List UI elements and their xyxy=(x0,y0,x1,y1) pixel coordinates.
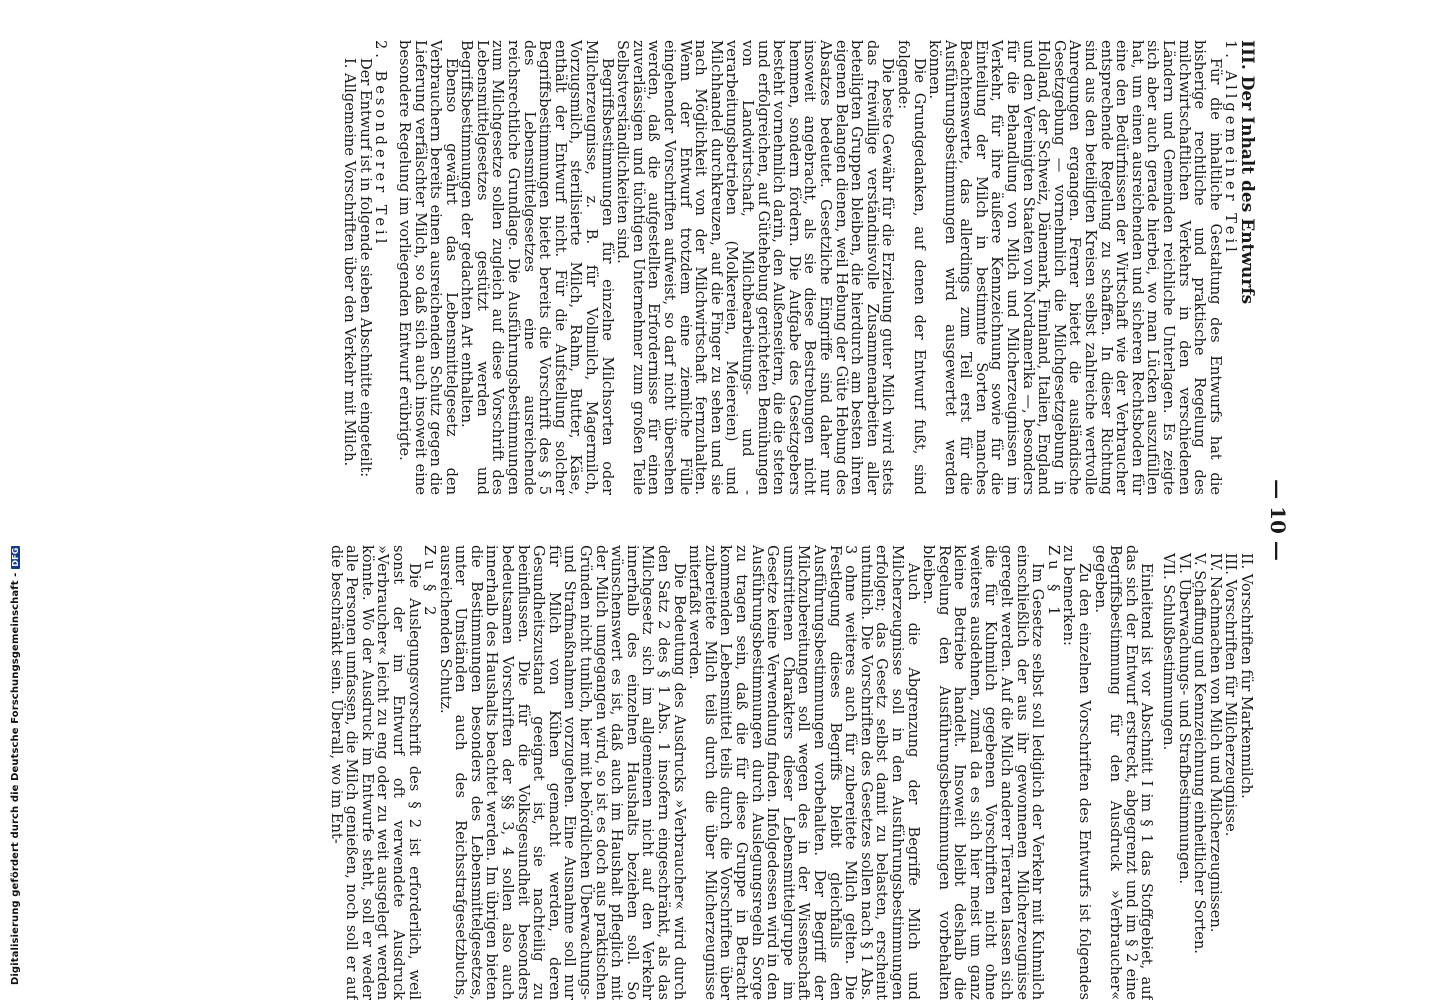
paragraph: Die Auslegungsvorschrift des § 2 ist erforderlich, weil sonst der im Entwurf oft verwendete Ausdruck »Verbraucher« leicht zu eng oder zu weit ausgelegt werden könnte. Wo der Ausdruck im Entwurfe steht, soll er weder alle Personen umfassen, die Milch genießen, noch soll er auf die beschränkt sein. Überall, wo im Ent- xyxy=(327,545,423,1000)
digitization-credit xyxy=(10,546,21,985)
digitization-credit-strip xyxy=(0,0,20,1000)
dfg-logo: DFG xyxy=(11,547,20,567)
paragraph: Begriffsbestimmungen für einzelne Milchsorten oder Milcherzeugnisse, z. B. für Vollmilch, Magermilch, Vorzugsmilch, sterilisierte Milch, Rahm, Butter, Käse, enthält der Entwurf nicht. Für die Aufstellung solcher Begriffsbestimmungen bietet bereits die Vorschrift des § 5 des Lebensmittelgesetzes eine ausreichende reichsrechtliche Grundlage. Die Ausführungsbestimmungen zum Milchgesetze sollen zugleich auf diese Vorschrift des Lebensmittelgesetzes gestützt werden und Begriffsbestimmungen der gedachten Art enthalten. xyxy=(458,40,616,495)
list-item: VII. Schlußbestimmungen. xyxy=(1160,553,1178,751)
left-column xyxy=(341,40,1257,495)
list-item: V. Schaffung und Kennzeichnung einheitlicher Sorten. xyxy=(1191,553,1209,954)
credit-text: Digitalisierung gefördert durch die Deutsche Forschungsgemeinschaft - xyxy=(10,572,21,985)
list-item: IV. Nachmachen von Milch und Milcherzeugnissen. xyxy=(1206,553,1224,933)
paragraph: Ebenso gewährt das Lebensmittelgesetz den Verbrauchern bereits einen ausreichenden Schutz gegen die Lieferung verfälschter Milch, so daß sich auch insoweit eine besondere Regelung im vorliegenden Entwurf erübrigte. xyxy=(395,40,460,495)
heading-zu-1: Zu § 1 xyxy=(1044,545,1062,621)
paragraph: Die Grundgedanken, auf denen der Entwurf fußt, sind folgende: xyxy=(894,40,928,495)
list-item: III. Vorschriften für Milcherzeugnisse. xyxy=(1222,553,1240,837)
heading-zu-2: Zu § 2 xyxy=(421,545,439,621)
subhead-special-part: 2. Besonderer Teil xyxy=(372,40,390,248)
paragraph: I. Allgemeine Vorschriften über den Verkehr mit Milch. xyxy=(341,58,359,467)
rotated-document-page xyxy=(30,40,1290,1000)
paragraph: Auch die Abgrenzung der Begriffe Milch und Milcherzeugnisse soll in den Ausführungsbestimmungen erfolgen; das Gesetz selbst damit zu belasten, erscheint untunlich. Die Vorschriften des Gesetzes sollen nach § 1 Abs. 3 ohne weiteres auch für zubereitete Milch gelten. Die Festlegung dieses Begriffs bleibt gleichfalls den Ausführungsbestimmungen vorbehalten. Der Begriff der Milchzubereitungen soll wegen des in der Wissenschaft umstrittenen Charakters dieser Lebensmittelgruppe im Gesetze keine Verwendung finden. Infolgedessen wird in den Ausführungsbestimmungen durch Auslegungsregeln Sorge zu tragen sein, daß die für diese Gruppe in Betracht kommenden Lebensmittel teils durch die Vorschriften über zubereitete Milch teils durch die über Milcherzeugnisse miterfaßt werden. xyxy=(686,545,922,1000)
paragraph: Zu den einzelnen Vorschriften des Entwurfs ist folgendes zu bemerken: xyxy=(1060,545,1094,1000)
list-item: VI. Überwachungs- und Strafbestimmungen. xyxy=(1175,553,1193,885)
right-column xyxy=(328,545,1254,1000)
section-title: III. Der Inhalt des Entwurfs xyxy=(1237,40,1257,305)
paragraph: Der Entwurf ist in folgende sieben Abschnitte eingeteilt: xyxy=(356,58,374,478)
paragraph: Im Gesetze selbst soll lediglich der Verkehr mit Kuhmilch einschließlich der aus ihr gewonnenen Milcherzeugnisse geregelt werden. Auf die Milch anderer Tierarten lassen sich die für Kuhmilch gegebenen Vorschriften nicht ohne weiteres ausdehnen, zumal da es sich hier meist um ganz kleine Betriebe handelt. Insoweit bleibt deshalb die Regelung den Ausführungsbestimmungen vorbehalten bleiben. xyxy=(920,545,1047,1000)
paragraph: Für die inhaltliche Gestaltung des Entwurfs hat die bisherige rechtliche und praktische Regelung des milchwirtschaftlichen Verkehrs in den verschiedenen Ländern und Gemeinden reichliche Unterlagen. Es zeigte sich aber auch gerade hierbei, wo man Lücken auszufüllen hat, um einen ausreichenden und sicheren Rechtsboden für eine den Bedürfnissen der Wirtschaft wie der Verbraucher entsprechende Regelung zu schaffen. In dieser Richtung sind aus den beteiligten Kreisen selbst zahlreiche wertvolle Anregungen ergangen. Ferner bietet die ausländische Gesetzgebung — vornehmlich die Milchgesetzgebung in Holland, der Schweiz, Dänemark, Finnland, Italien, England und den Vereinigten Staaten von Nordamerika —, besonders für die Behandlung von Milch und Milcherzeugnissen im Verkehr, für ihre äußere Kennzeichnung sowie für die Einteilung der Milch in bestimmte Sorten manches Beachtenswerte, das allerdings zum Teil erst für die Ausführungsbestimmungen wird ausgewertet werden können. xyxy=(926,40,1224,495)
paragraph: Die beste Gewähr für die Erzielung guter Milch wird stets das freiwillige verständnisvolle Zusammenarbeiten aller beteiligten Gruppen bleiben, die hierdurch am besten ihren eigenen Belangen dienen, weil Hebung der Güte Hebung des Absatzes bedeutet. Gesetzliche Eingriffe sind daher nur insoweit angebracht, als sie diese Bestrebungen nicht hemmen, sondern fördern. Die Aufgabe des Gesetzgebers besteht vornehmlich darin, den Außenseitern, die die steten und erfolgreichen, auf Gütehebung gerichteten Bemühungen von Landwirtschaft, Milchbearbeitungs- und -verarbeitungsbetrieben (Molkereien, Meiereien) und Milchhandel durchkreuzen, auf die Finger zu sehen und sie nach Möglichkeit von der Milchwirtschaft fernzuhalten. Wenn der Entwurf trotzdem eine ziemliche Fülle eingehender Vorschriften aufweist, so darf nicht übersehen werden, daß die aufgestellten Erfordernisse für einen zuverlässigen und tüchtigen Unternehmer zum großen Teile Selbstverständlichkeiten sind. xyxy=(614,40,897,495)
paragraph: Einleitend ist vor Abschnitt I im § 1 das Stoffgebiet, auf das sich der Entwurf erstreckt, abgegrenzt und im § 2 eine Begriffsbestimmung für den Ausdruck »Verbraucher« gegeben. xyxy=(1091,545,1156,1000)
page-number: — 10 — xyxy=(1266,479,1290,561)
list-item: II. Vorschriften für Markenmilch. xyxy=(1238,553,1255,799)
subhead-general-part: 1. Allgemeiner Teil xyxy=(1222,40,1240,256)
paragraph: Die Bedeutung des Ausdrucks »Verbraucher« wird durch den Satz 2 des § 1 Abs. 1 insofern eingeschränkt, als das Milchgesetz sich im allgemeinen nicht auf den Verkehr innerhalb des einzelnen Haushalts beziehen soll. So wünschenswert es ist, daß auch im Haushalt pfleglich mit der Milch umgegangen wird, so ist es doch aus praktischen Gründen nicht tunlich, hier mit behördlichen Überwachungs- und Strafmaßnahmen vorzugehen. Eine Ausnahme soll nur für Milch von Kühen gemacht werden, deren Gesundheitszustand geeignet ist, sie nachteilig zu beeinflussen. Die für die Volksgesundheit besonders bedeutsamen Vorschriften der §§ 3, 4 sollen also auch innerhalb des Haushalts beachtet werden. Im übrigen bieten die Bestimmungen besonders des Lebensmittelgesetzes, unter Umständen auch des Reichsstrafgesetzbuchs, ausreichenden Schutz. xyxy=(436,545,688,1000)
section-list xyxy=(1160,545,1254,1000)
